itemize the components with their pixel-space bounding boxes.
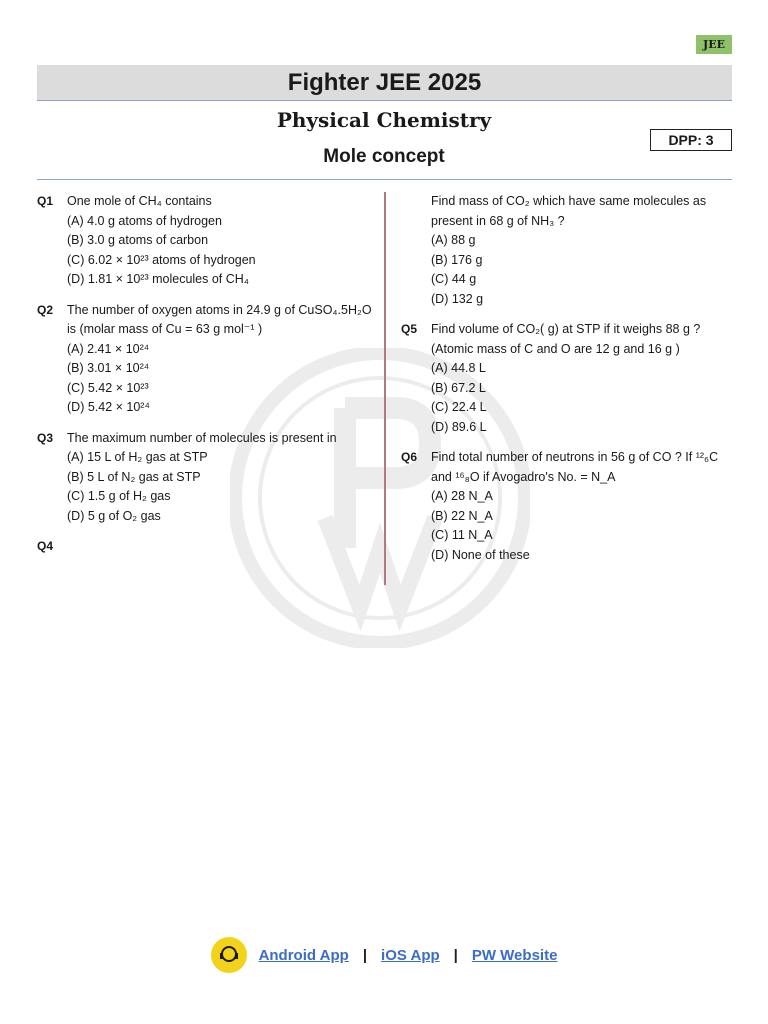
- left-column: [37, 192, 377, 568]
- ios-app-link[interactable]: iOS App: [381, 946, 440, 964]
- dpp-badge: DPP: 3: [650, 129, 732, 151]
- option-a: (A) 4.0 g atoms of hydrogen: [67, 213, 222, 228]
- question-note: (Atomic mass of C and O are 12 g and 16 g ): [431, 341, 680, 356]
- option-c: (C) 44 g: [431, 272, 477, 286]
- header-rule: [37, 179, 732, 180]
- page-title: Fighter JEE 2025: [37, 65, 732, 101]
- question-4: [401, 192, 731, 309]
- option-c: (C) 5.42 × 10²³: [67, 380, 149, 395]
- question-text: Find total number of neutrons in 56 g of CO ? If ¹²₆C and ¹⁶₈O if Avogadro's No. = N_A: [431, 450, 719, 484]
- question-number: Q4: [37, 539, 54, 553]
- option-d: (D) 5.42 × 10²⁴: [67, 400, 150, 414]
- question-4-label: [37, 537, 377, 557]
- option-d: (D) 89.6 L: [431, 419, 487, 434]
- option-c: (C) 11 N_A: [431, 528, 493, 542]
- option-a: (A) 88 g: [431, 233, 476, 247]
- option-a: (A) 44.8 L: [431, 361, 486, 375]
- option-b: (B) 5 L of N₂ gas at STP: [67, 469, 201, 484]
- footer-separator: |: [453, 946, 458, 964]
- question-text: One mole of CH₄ contains: [67, 194, 212, 208]
- question-text: Find mass of CO₂ which have same molecules as present in 68 g of NH₃ ?: [431, 194, 707, 228]
- question-number: Q1: [37, 194, 54, 208]
- option-b: (B) 3.0 g atoms of carbon: [67, 233, 209, 247]
- footer-links: [0, 936, 768, 974]
- option-d: (D) 1.81 × 10²³ molecules of CH₄: [67, 272, 249, 286]
- right-column: [401, 192, 731, 576]
- question-1: [37, 192, 377, 290]
- question-number: Q5: [401, 322, 418, 336]
- option-b: (B) 22 N_A: [431, 508, 493, 523]
- question-text: The maximum number of molecules is present in: [67, 430, 337, 445]
- question-text: The number of oxygen atoms in 24.9 g of CuSO₄.5H₂O is (molar mass of Cu = 63 g mol⁻¹ ): [67, 302, 372, 336]
- pw-website-link[interactable]: PW Website: [471, 946, 558, 964]
- question-2: [37, 301, 377, 418]
- question-number: Q6: [401, 450, 418, 464]
- option-c: (C) 6.02 × 10²³ atoms of hydrogen: [67, 252, 256, 267]
- option-d: (D) None of these: [431, 547, 530, 562]
- option-a: (A) 2.41 × 10²⁴: [67, 341, 150, 356]
- question-text: Find volume of CO₂( g) at STP if it weighs 88 g ?: [431, 322, 701, 336]
- customer-service-icon[interactable]: [211, 937, 247, 973]
- footer-separator: |: [362, 946, 368, 964]
- option-a: (A) 15 L of H₂ gas at STP: [67, 450, 208, 464]
- question-number: Q3: [37, 430, 54, 445]
- option-b: (B) 67.2 L: [431, 380, 486, 395]
- exam-tag: JEE: [696, 35, 732, 54]
- option-c: (C) 1.5 g of H₂ gas: [67, 489, 171, 503]
- option-b: (B) 3.01 × 10²⁴: [67, 361, 150, 375]
- subject-heading: Physical Chemistry: [276, 108, 492, 132]
- option-c: (C) 22.4 L: [431, 400, 487, 414]
- option-b: (B) 176 g: [431, 252, 483, 267]
- option-d: (D) 5 g of O₂ gas: [67, 508, 161, 523]
- question-number: Q2: [37, 302, 54, 317]
- option-d: (D) 132 g: [431, 291, 484, 306]
- column-divider: [384, 192, 386, 585]
- question-6: [401, 448, 731, 565]
- topic-heading: Mole concept: [323, 146, 445, 167]
- question-5: [401, 320, 731, 437]
- android-app-link[interactable]: Android App: [258, 946, 349, 964]
- option-a: (A) 28 N_A: [431, 489, 493, 503]
- question-3: [37, 429, 377, 527]
